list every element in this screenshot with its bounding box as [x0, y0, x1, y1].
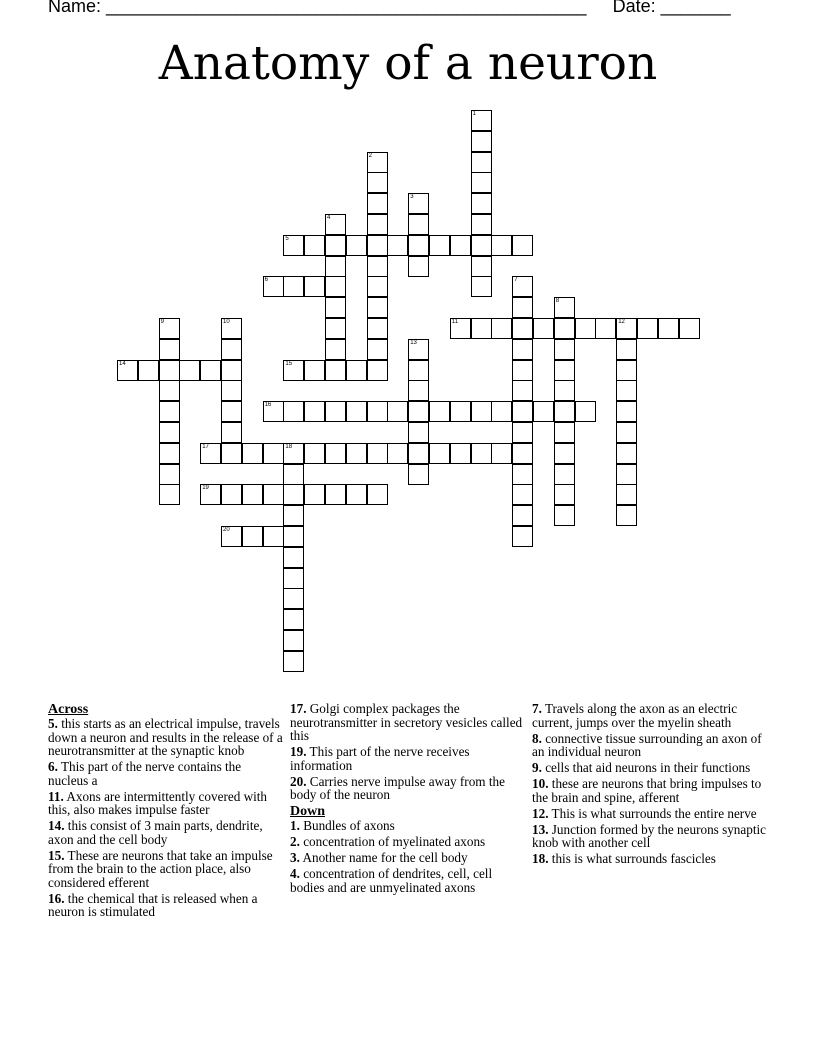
crossword-cell[interactable] [283, 588, 304, 609]
clue-item [532, 732, 768, 759]
crossword-cell[interactable] [367, 360, 388, 381]
crossword-cell[interactable] [491, 235, 512, 256]
crossword-cell[interactable] [450, 443, 471, 464]
crossword-cell[interactable] [367, 276, 388, 297]
clue-item-text: These are neurons that take an impulse from the brain to the action place, also considered efferent [48, 847, 273, 890]
clue-item-text: these are neurons that bring impulses to the brain and spine, afferent [532, 776, 762, 805]
crossword-cell[interactable] [283, 484, 304, 505]
crossword-cell[interactable] [346, 401, 367, 422]
crossword-cell[interactable] [575, 318, 596, 339]
crossword-cell[interactable] [159, 484, 180, 505]
crossword-cell[interactable] [512, 339, 533, 360]
clue-column-3 [532, 702, 768, 868]
page-title: Anatomy of a neuron [158, 36, 658, 91]
crossword-cell[interactable] [471, 443, 492, 464]
crossword-cell[interactable] [221, 339, 242, 360]
crossword-cell[interactable] [450, 401, 471, 422]
clue-item-number: 12. [532, 805, 549, 821]
crossword-cell[interactable] [512, 484, 533, 505]
clue-item-text: Axons are intermittently covered with this, also makes impulse faster [48, 788, 268, 817]
clue-item-text: this is what surrounds fascicles [551, 851, 716, 866]
clue-item-number: 13. [532, 821, 549, 837]
crossword-cell[interactable] [471, 214, 492, 235]
crossword-cell[interactable] [533, 318, 554, 339]
crossword-cell[interactable] [471, 131, 492, 152]
clue-number: 20 [223, 527, 230, 533]
crossword-cell[interactable] [221, 318, 242, 339]
crossword-cell[interactable] [387, 401, 408, 422]
clue-item-number: 1. [290, 818, 300, 833]
crossword-cell[interactable] [159, 360, 180, 381]
crossword-cell[interactable] [616, 422, 637, 443]
clue-item [290, 867, 524, 894]
crossword-cell[interactable] [283, 568, 304, 589]
crossword-cell[interactable] [408, 360, 429, 381]
crossword-cell[interactable] [304, 360, 325, 381]
crossword-cell[interactable] [200, 443, 221, 464]
clue-item-number: 3. [290, 850, 300, 865]
crossword-cell[interactable] [408, 193, 429, 214]
crossword-cell[interactable] [159, 422, 180, 443]
crossword-cell[interactable] [616, 360, 637, 381]
clue-item-number: 2. [290, 834, 300, 849]
crossword-cell[interactable] [429, 401, 450, 422]
crossword-cell[interactable] [512, 422, 533, 443]
clue-number: 8 [555, 298, 560, 305]
crossword-cell[interactable] [471, 110, 492, 131]
clue-item-number: 6. [48, 759, 58, 774]
crossword-cell[interactable] [575, 401, 596, 422]
clue-item-text: this starts as an electrical impulse, travels down a neuron and results in the release of a neurotransmitter at the synaptic knob [48, 716, 283, 758]
crossword-cell[interactable] [616, 401, 637, 422]
clue-item [532, 807, 768, 821]
crossword-cell[interactable] [159, 318, 180, 339]
clue-item [48, 819, 284, 846]
crossword-cell[interactable] [304, 484, 325, 505]
crossword-cell[interactable] [325, 339, 346, 360]
crossword-cell[interactable] [554, 443, 575, 464]
clue-item-text: Travels along the axon as an electric current, jumps over the myelin sheath [532, 701, 738, 730]
crossword-cell[interactable] [221, 380, 242, 401]
clue-number: 14 [119, 360, 126, 367]
clue-item-text: Golgi complex packages the neurotransmitter in secretory vesicles called this [290, 701, 523, 743]
crossword-cell[interactable] [221, 360, 242, 381]
crossword-cell[interactable] [408, 422, 429, 443]
crossword-cell[interactable] [679, 318, 700, 339]
crossword-cell[interactable] [512, 360, 533, 381]
crossword-cell[interactable] [595, 318, 616, 339]
clue-number: 3 [410, 194, 414, 201]
crossword-cell[interactable] [512, 276, 533, 297]
crossword-cell[interactable] [283, 235, 304, 256]
clue-item-text: This is what surrounds the entire nerve [551, 805, 757, 821]
crossword-cell[interactable] [512, 401, 533, 422]
crossword-cell[interactable] [221, 443, 242, 464]
clue-item-number: 14. [48, 818, 65, 833]
crossword-cell[interactable] [159, 380, 180, 401]
clue-item-number: 5. [48, 716, 58, 731]
crossword-cell[interactable] [242, 526, 263, 547]
crossword-cell[interactable] [263, 484, 284, 505]
crossword-cell[interactable] [325, 235, 346, 256]
crossword-cell[interactable] [221, 422, 242, 443]
crossword-cell[interactable] [616, 318, 637, 339]
crossword-cell[interactable] [512, 526, 533, 547]
crossword-cell[interactable] [367, 172, 388, 193]
crossword-cell[interactable] [221, 526, 242, 547]
crossword-cell[interactable] [325, 484, 346, 505]
crossword-cell[interactable] [429, 443, 450, 464]
crossword-cell[interactable] [408, 380, 429, 401]
crossword-cell[interactable] [159, 443, 180, 464]
clue-item-number: 17. [290, 701, 307, 716]
crossword-cell[interactable] [367, 152, 388, 173]
clue-number: 12 [618, 319, 625, 325]
crossword-cell[interactable] [242, 443, 263, 464]
crossword-cell[interactable] [616, 339, 637, 360]
clue-item-text: Bundles of axons [303, 818, 395, 833]
crossword-cell[interactable] [533, 401, 554, 422]
crossword-cell[interactable] [283, 609, 304, 630]
crossword-cell[interactable] [408, 339, 429, 360]
clue-item-number: 11. [48, 788, 64, 804]
crossword-cell[interactable] [325, 256, 346, 277]
crossword-cell[interactable] [283, 526, 304, 547]
clue-number: 5 [285, 235, 289, 242]
crossword-cell[interactable] [554, 380, 575, 401]
clue-item [48, 760, 284, 787]
crossword-cell[interactable] [346, 235, 367, 256]
clue-number: 11 [451, 319, 459, 325]
crossword-cell[interactable] [325, 214, 346, 235]
crossword-cell[interactable] [512, 297, 533, 318]
clue-item-number: 18. [532, 851, 549, 866]
crossword-cell[interactable] [283, 401, 304, 422]
crossword-cell[interactable] [616, 484, 637, 505]
crossword-cell[interactable] [554, 464, 575, 485]
crossword-cell[interactable] [491, 443, 512, 464]
clue-item [290, 745, 524, 772]
crossword-cell[interactable] [554, 318, 575, 339]
clue-section-heading: Down [290, 804, 326, 819]
crossword-cell[interactable] [346, 484, 367, 505]
crossword-cell[interactable] [554, 484, 575, 505]
clue-item [532, 777, 768, 804]
crossword-cell[interactable] [367, 297, 388, 318]
crossword-cell[interactable] [471, 276, 492, 297]
crossword-cell[interactable] [263, 443, 284, 464]
clue-item-text: the chemical that is released when a neuron is stimulated [48, 890, 258, 919]
clue-item-text: cells that aid neurons in their functions [545, 760, 751, 775]
crossword-cell[interactable] [450, 318, 471, 339]
clue-item [290, 819, 524, 833]
crossword-cell[interactable] [325, 443, 346, 464]
crossword-cell[interactable] [367, 339, 388, 360]
crossword-cell[interactable] [325, 360, 346, 381]
crossword-cell[interactable] [408, 235, 429, 256]
clue-number: 2 [368, 152, 372, 159]
crossword-cell[interactable] [200, 360, 221, 381]
clue-item-number: 4. [290, 866, 300, 881]
crossword-cell[interactable] [387, 443, 408, 464]
crossword-cell[interactable] [283, 505, 304, 526]
crossword-cell[interactable] [304, 276, 325, 297]
crossword-cell[interactable] [367, 256, 388, 277]
crossword-cell[interactable] [491, 318, 512, 339]
clue-item-number: 15. [48, 847, 65, 863]
crossword-cell[interactable] [283, 464, 304, 485]
crossword-cell[interactable] [221, 401, 242, 422]
clue-item-text: This part of the nerve contains the nucleus a [48, 759, 242, 788]
crossword-cell[interactable] [616, 443, 637, 464]
crossword-cell[interactable] [346, 443, 367, 464]
crossword-cell[interactable] [283, 651, 304, 672]
clue-item-number: 7. [532, 701, 542, 716]
crossword-cell[interactable] [221, 484, 242, 505]
crossword-cell[interactable] [512, 380, 533, 401]
clue-item [48, 892, 284, 919]
crossword-cell[interactable] [159, 401, 180, 422]
clue-item-text: concentration of dendrites, cell, cell bodies and are unmyelinated axons [290, 866, 493, 895]
clue-item-text: This part of the nerve receives information [290, 744, 470, 773]
crossword-cell[interactable] [471, 318, 492, 339]
clue-number: 15 [285, 360, 293, 367]
crossword-cell[interactable] [387, 235, 408, 256]
crossword-cell[interactable] [283, 547, 304, 568]
clue-number: 13 [410, 339, 417, 346]
clue-item-number: 10. [532, 776, 549, 791]
crossword-cell[interactable] [408, 443, 429, 464]
crossword-cell[interactable] [450, 235, 471, 256]
crossword-cell[interactable] [616, 464, 637, 485]
crossword-cell[interactable] [554, 360, 575, 381]
crossword-cell[interactable] [512, 505, 533, 526]
crossword-cell[interactable] [325, 276, 346, 297]
crossword-cell[interactable] [138, 360, 159, 381]
crossword-cell[interactable] [283, 276, 304, 297]
clue-number: 1 [472, 111, 476, 117]
clue-item [290, 775, 524, 802]
crossword-cell[interactable] [616, 380, 637, 401]
clue-number: 6 [264, 277, 268, 284]
clue-item [290, 835, 524, 849]
crossword-cell[interactable] [159, 464, 180, 485]
clue-item [532, 852, 768, 866]
clue-number: 9 [160, 319, 164, 325]
crossword-cell[interactable] [346, 360, 367, 381]
crossword-cell[interactable] [159, 339, 180, 360]
crossword-cell[interactable] [554, 422, 575, 443]
crossword-cell[interactable] [117, 360, 138, 381]
clue-item-text: connective tissue surrounding an axon of an individual neuron [532, 730, 762, 759]
clue-number: 10 [223, 319, 230, 325]
clue-item-text: Carries nerve impulse away from the body of the neuron [290, 773, 505, 802]
crossword-cell[interactable] [471, 401, 492, 422]
crossword-cell[interactable] [325, 318, 346, 339]
crossword-cell[interactable] [512, 464, 533, 485]
crossword-cell[interactable] [408, 256, 429, 277]
crossword-cell[interactable] [242, 484, 263, 505]
crossword-cell[interactable] [616, 505, 637, 526]
crossword-cell[interactable] [491, 401, 512, 422]
clue-item [532, 702, 768, 729]
date-field[interactable]: Date: _______ [612, 0, 731, 16]
crossword-cell[interactable] [471, 193, 492, 214]
clue-item [290, 702, 524, 743]
clue-item [48, 717, 284, 758]
crossword-cell[interactable] [554, 401, 575, 422]
clue-number: 4 [327, 215, 331, 221]
clue-item-number: 16. [48, 890, 65, 906]
crossword-cell[interactable] [512, 235, 533, 256]
crossword-cell[interactable] [367, 443, 388, 464]
clue-item-number: 8. [532, 730, 542, 746]
clue-item-text: Junction formed by the neurons synaptic knob with another cell [532, 821, 767, 850]
crossword-cell[interactable] [408, 214, 429, 235]
crossword-cell[interactable] [179, 360, 200, 381]
crossword-cell[interactable] [283, 360, 304, 381]
crossword-cell[interactable] [471, 235, 492, 256]
crossword-cell[interactable] [325, 297, 346, 318]
clue-item [48, 790, 284, 817]
crossword-cell[interactable] [325, 401, 346, 422]
crossword-cell[interactable] [429, 235, 450, 256]
crossword-cell[interactable] [637, 318, 658, 339]
crossword-cell[interactable] [554, 297, 575, 318]
clue-number: 7 [514, 277, 518, 284]
clue-column-2 [290, 702, 524, 897]
clue-item [48, 849, 284, 890]
crossword-cell[interactable] [200, 484, 221, 505]
clue-item [532, 823, 768, 850]
crossword-cell[interactable] [554, 505, 575, 526]
crossword-cell[interactable] [367, 401, 388, 422]
clue-number: 17 [202, 443, 209, 450]
crossword-cell[interactable] [367, 214, 388, 235]
crossword-cell[interactable] [367, 318, 388, 339]
crossword-cell[interactable] [263, 401, 284, 422]
clue-item-number: 20. [290, 773, 307, 789]
crossword-cell[interactable] [263, 276, 284, 297]
clue-item-text: Another name for the cell body [302, 850, 468, 865]
crossword-cell[interactable] [471, 172, 492, 193]
crossword-cell[interactable] [658, 318, 679, 339]
crossword-cell[interactable] [304, 401, 325, 422]
crossword-cell[interactable] [512, 443, 533, 464]
crossword-cell[interactable] [554, 339, 575, 360]
crossword-cell[interactable] [263, 526, 284, 547]
crossword-cell[interactable] [367, 235, 388, 256]
clue-item [532, 761, 768, 775]
clue-item-text: concentration of myelinated axons [303, 834, 486, 849]
clue-item-number: 19. [290, 744, 307, 759]
crossword-cell[interactable] [408, 401, 429, 422]
clue-number: 18 [285, 443, 293, 450]
name-field[interactable]: Name: ________________________________________________ [48, 0, 587, 16]
crossword-cell[interactable] [283, 630, 304, 651]
crossword-cell[interactable] [283, 443, 304, 464]
crossword-cell[interactable] [408, 464, 429, 485]
clue-section-heading: Across [48, 702, 89, 717]
crossword-cell[interactable] [471, 152, 492, 173]
crossword-cell[interactable] [304, 235, 325, 256]
clue-column-1 [48, 702, 284, 921]
clue-item [290, 851, 524, 865]
clue-number: 16 [264, 402, 272, 409]
crossword-cell[interactable] [367, 484, 388, 505]
clue-item-text: this consist of 3 main parts, dendrite, axon and the cell body [48, 818, 263, 847]
crossword-cell[interactable] [304, 443, 325, 464]
crossword-cell[interactable] [471, 256, 492, 277]
clue-item-number: 9. [532, 760, 542, 775]
crossword-cell[interactable] [512, 318, 533, 339]
crossword-cell[interactable] [367, 193, 388, 214]
clue-number: 19 [202, 485, 209, 492]
